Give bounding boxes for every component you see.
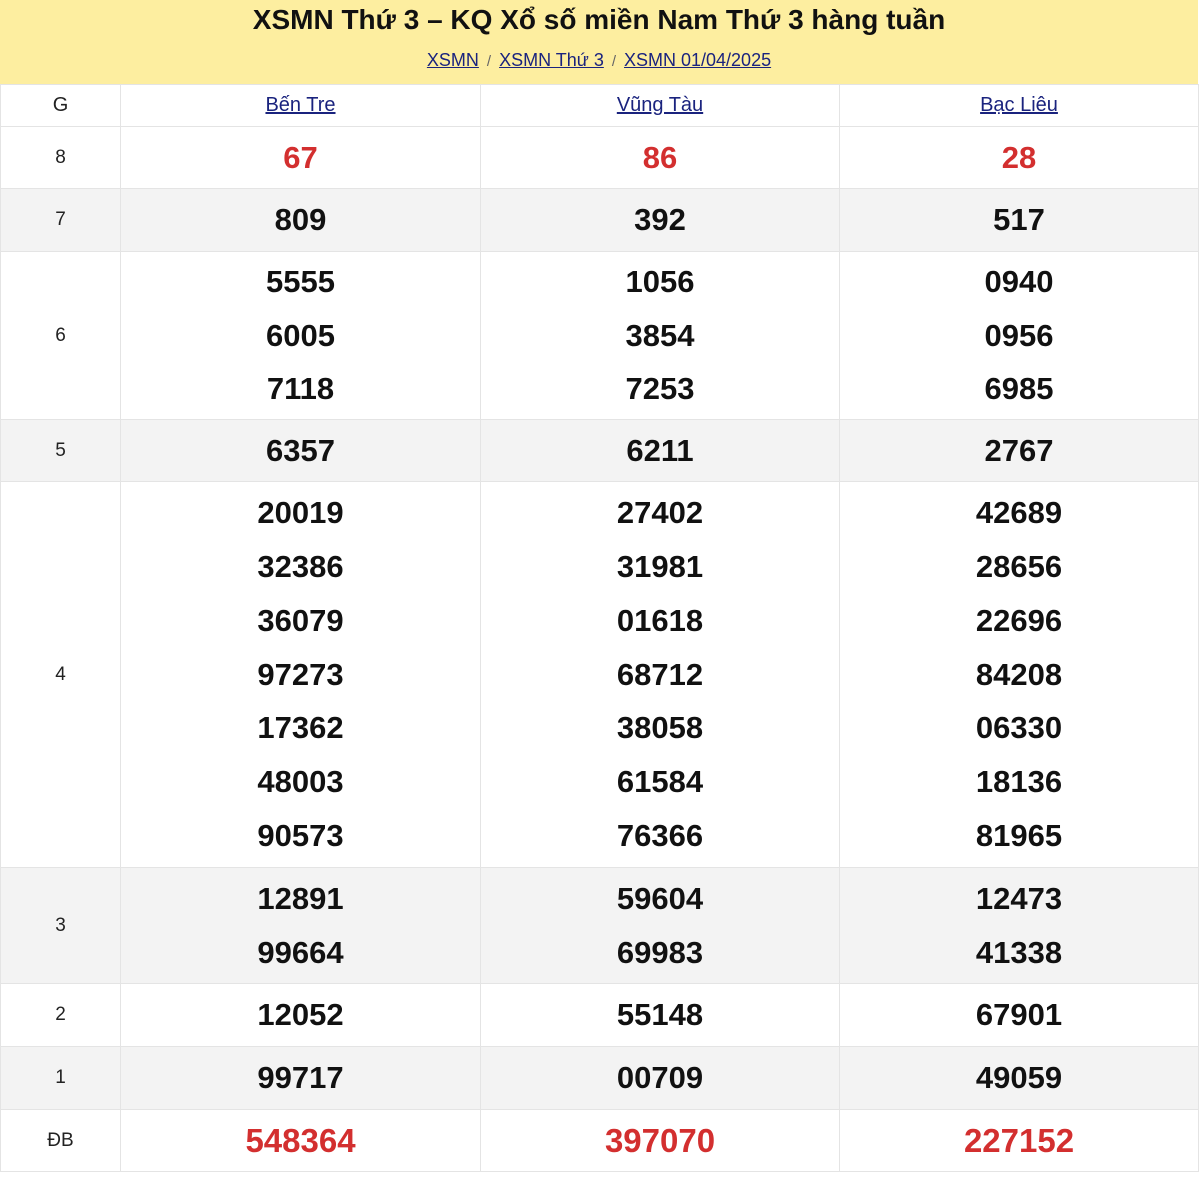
result-number: 6985: [984, 371, 1054, 407]
result-stack: [481, 1049, 839, 1107]
result-stack: [840, 253, 1198, 418]
breadcrumb-link-xsmn[interactable]: XSMN: [426, 50, 479, 70]
result-number: 27402: [616, 495, 704, 531]
result-cell: [481, 420, 840, 482]
prize-row: [1, 420, 1199, 482]
result-number: 6357: [266, 432, 335, 468]
result-number: 12891: [257, 880, 344, 916]
result-number: 55148: [616, 997, 704, 1033]
result-stack: [121, 1112, 480, 1170]
province-header-vung-tau: [481, 85, 840, 127]
prize-row: [1, 189, 1199, 252]
province-header-ben-tre: [121, 85, 481, 127]
prize-label: 5: [1, 420, 121, 482]
result-number: 0956: [984, 317, 1054, 353]
result-number: 69983: [616, 934, 704, 970]
result-cell: [840, 984, 1199, 1047]
result-stack: [840, 191, 1198, 249]
result-number: 00709: [616, 1060, 704, 1096]
result-number: 3854: [625, 317, 695, 353]
result-number: 227152: [963, 1121, 1075, 1159]
result-cell: [481, 189, 840, 252]
prize-row: [1, 984, 1199, 1047]
result-stack: [481, 484, 839, 865]
result-stack: [481, 253, 839, 418]
prize-row: [1, 252, 1199, 420]
result-cell: [840, 1110, 1199, 1172]
prize-label: 2: [1, 984, 121, 1047]
result-number: 99717: [257, 1060, 344, 1096]
result-number: 6211: [626, 432, 694, 468]
result-stack: [481, 129, 839, 187]
result-stack: [840, 484, 1198, 865]
prize-row: [1, 868, 1199, 984]
result-number: 59604: [616, 880, 704, 916]
result-number: 90573: [257, 817, 344, 853]
prize-row: [1, 1110, 1199, 1172]
breadcrumb-separator: /: [611, 53, 616, 70]
result-stack: [481, 870, 839, 982]
result-stack: [121, 870, 480, 982]
result-cell: [121, 1110, 481, 1172]
result-stack: [481, 986, 839, 1044]
result-number: 67901: [975, 997, 1063, 1033]
result-cell: [121, 482, 481, 868]
result-stack: [121, 484, 480, 865]
breadcrumb-link-xsmn-date[interactable]: XSMN 01/04/2025: [624, 50, 772, 70]
province-header-bac-lieu: [840, 85, 1199, 127]
result-number: 18136: [975, 764, 1063, 800]
result-cell: [840, 252, 1199, 420]
result-stack: [481, 422, 839, 480]
prize-label: 8: [1, 127, 121, 189]
result-number: 22696: [975, 602, 1063, 638]
province-link-bac-lieu[interactable]: Bạc Liêu: [980, 94, 1058, 116]
prize-label: 3: [1, 868, 121, 984]
results-body: [1, 127, 1199, 1172]
result-number: 7253: [625, 371, 695, 407]
result-number: 32386: [257, 549, 344, 584]
result-number: 67: [283, 139, 318, 175]
result-number: 397070: [604, 1121, 716, 1159]
prize-label: ĐB: [1, 1110, 121, 1172]
result-stack: [121, 1049, 480, 1107]
result-cell: [481, 482, 840, 868]
result-stack: [481, 1112, 839, 1170]
result-cell: [481, 1047, 840, 1110]
result-stack: [121, 253, 480, 418]
result-cell: [481, 868, 840, 984]
result-cell: [481, 127, 840, 189]
table-header-row: [1, 85, 1199, 127]
result-cell: [840, 420, 1199, 482]
result-stack: [481, 191, 839, 249]
result-number: 17362: [257, 710, 344, 746]
result-number: 809: [274, 202, 327, 238]
result-number: 41338: [975, 934, 1063, 970]
result-number: 12473: [975, 880, 1063, 916]
result-cell: [481, 984, 840, 1047]
result-cell: [121, 868, 481, 984]
result-cell: [840, 189, 1199, 252]
breadcrumb-separator: /: [486, 53, 492, 70]
result-number: 20019: [257, 495, 344, 531]
prize-label: 7: [1, 189, 121, 252]
result-cell: [840, 1047, 1199, 1110]
result-cell: [121, 420, 481, 482]
result-cell: [121, 252, 481, 420]
result-number: 517: [993, 202, 1045, 238]
result-number: 99664: [257, 934, 344, 970]
province-link-vung-tau[interactable]: Vũng Tàu: [616, 94, 704, 116]
result-number: 06330: [975, 710, 1063, 746]
result-stack: [121, 129, 480, 187]
result-stack: [840, 1049, 1198, 1107]
breadcrumb-link-xsmn-thu-3[interactable]: XSMN Thứ 3: [499, 50, 604, 70]
result-number: 36079: [257, 602, 344, 638]
result-number: 28: [1001, 139, 1037, 175]
result-number: 12052: [257, 997, 344, 1033]
result-number: 49059: [975, 1060, 1063, 1096]
result-number: 1056: [625, 263, 695, 299]
result-cell: [121, 984, 481, 1047]
result-number: 0940: [984, 263, 1054, 299]
result-stack: [840, 986, 1198, 1044]
result-stack: [840, 870, 1198, 982]
result-number: 68712: [616, 656, 704, 692]
result-number: 97273: [257, 656, 344, 692]
result-cell: [840, 127, 1199, 189]
result-number: 7118: [266, 371, 335, 407]
result-number: 81965: [975, 817, 1063, 853]
result-number: 5555: [266, 263, 335, 299]
breadcrumb: [0, 50, 1198, 72]
result-number: 48003: [257, 764, 344, 800]
result-cell: [481, 1110, 840, 1172]
prize-row: [1, 127, 1199, 189]
result-number: 38058: [616, 710, 704, 746]
result-number: 76366: [616, 817, 704, 853]
page-header: [0, 0, 1198, 84]
prize-row: [1, 482, 1199, 868]
result-number: 548364: [245, 1121, 356, 1159]
prize-column-header: G: [1, 85, 121, 127]
result-number: 01618: [616, 602, 704, 638]
prize-label: 4: [1, 482, 121, 868]
results-table: [0, 84, 1199, 1172]
prize-label: 6: [1, 252, 121, 420]
result-cell: [121, 189, 481, 252]
result-number: 392: [634, 202, 686, 238]
result-cell: [840, 482, 1199, 868]
result-stack: [121, 422, 480, 480]
result-number: 6005: [266, 317, 335, 353]
page-title: XSMN Thứ 3 – KQ Xổ số miền Nam Thứ 3 hàng tuần: [252, 4, 946, 35]
prize-label: 1: [1, 1047, 121, 1110]
result-number: 42689: [975, 495, 1063, 531]
prize-row: [1, 1047, 1199, 1110]
result-number: 61584: [616, 764, 704, 800]
result-number: 31981: [616, 549, 704, 584]
result-number: 28656: [975, 549, 1063, 584]
result-stack: [840, 422, 1198, 480]
result-number: 86: [642, 139, 678, 175]
result-stack: [121, 191, 480, 249]
province-link-ben-tre[interactable]: Bến Tre: [265, 94, 336, 116]
result-cell: [481, 252, 840, 420]
result-number: 2767: [984, 432, 1054, 468]
result-stack: [840, 1112, 1198, 1170]
result-number: 84208: [975, 656, 1063, 692]
result-cell: [121, 1047, 481, 1110]
result-stack: [121, 986, 480, 1044]
result-cell: [840, 868, 1199, 984]
result-cell: [121, 127, 481, 189]
result-stack: [840, 129, 1198, 187]
